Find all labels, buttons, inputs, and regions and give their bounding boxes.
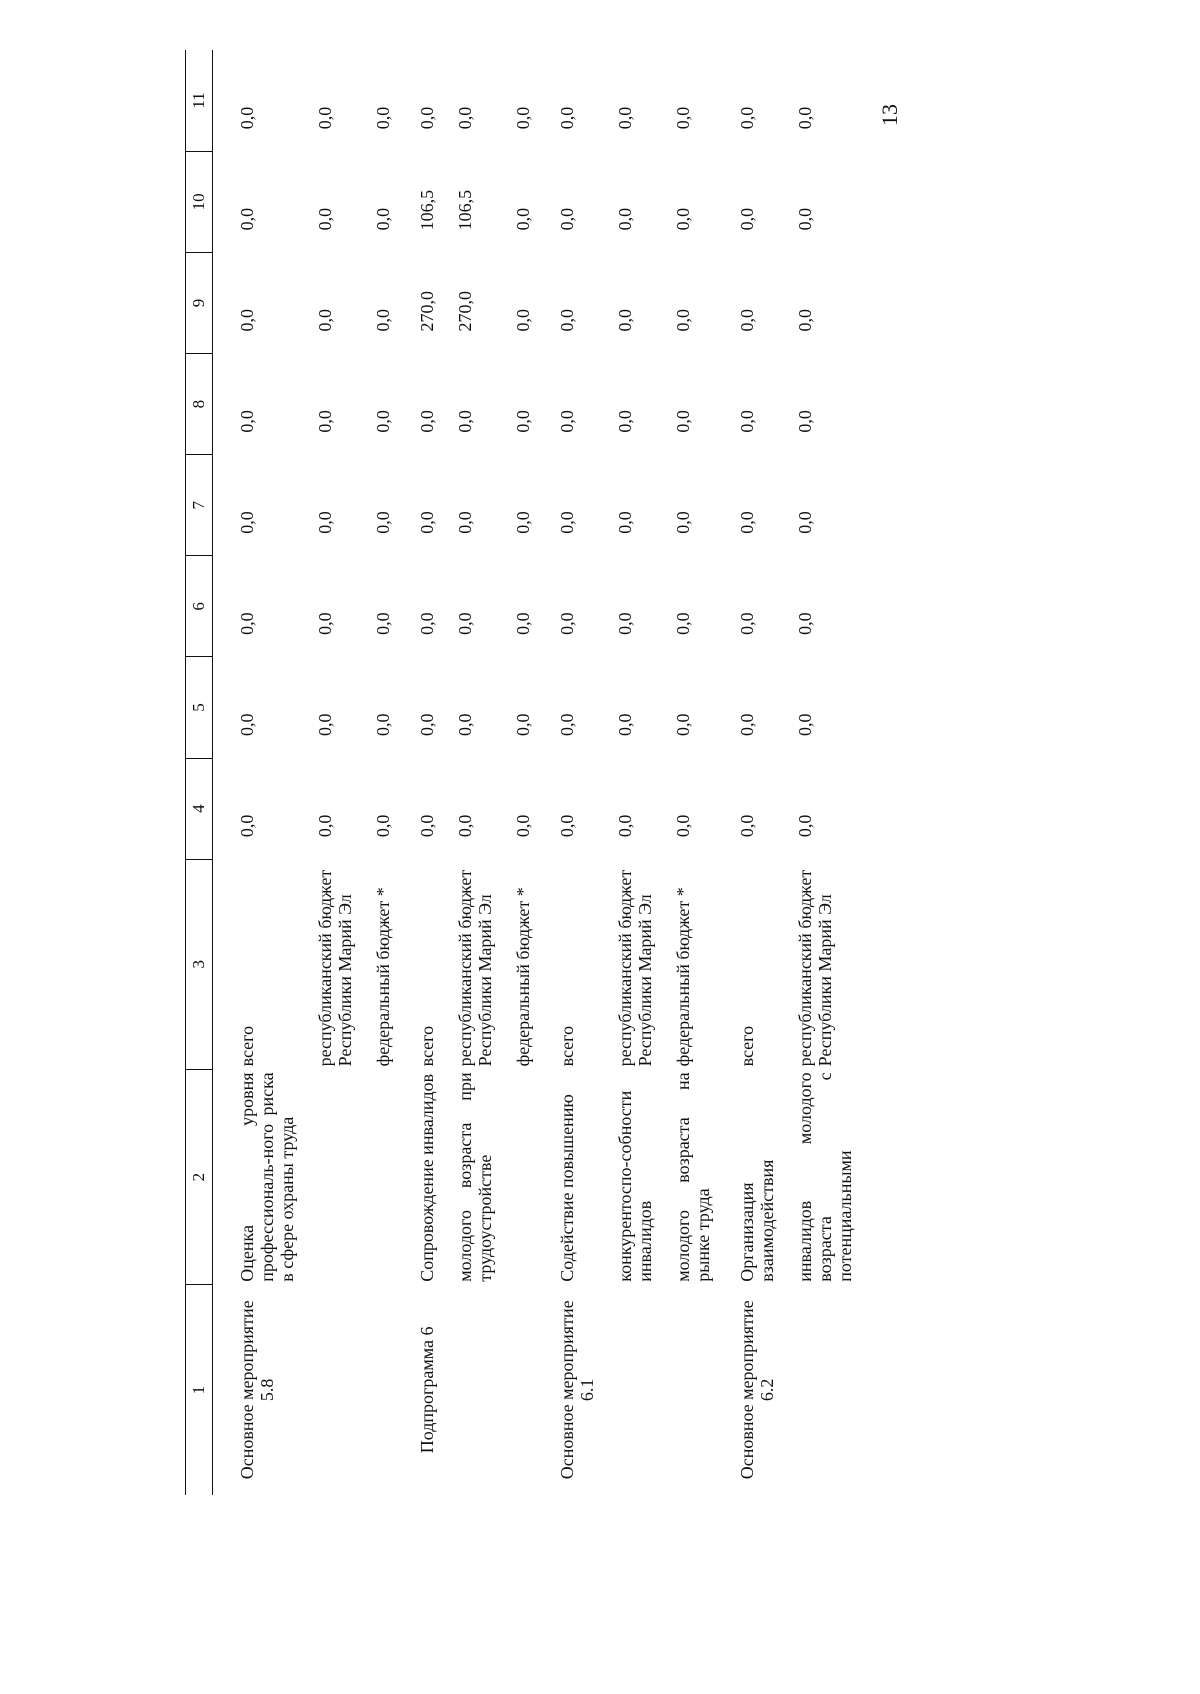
- header-row: [186, 50, 213, 1495]
- cell-c2: Оценка уровня профессиональ-ного риска в сфере охраны труда: [237, 1072, 297, 1282]
- cell-value: 0,0: [737, 309, 757, 332]
- table-row: [495, 50, 533, 1495]
- cell-value: 0,0: [557, 410, 577, 433]
- cell-value: 0,0: [417, 814, 437, 838]
- cell-value: 0,0: [673, 511, 693, 534]
- cell-c3: республиканский бюджет Республики Марий Эл: [615, 869, 655, 1067]
- cell-value: 0,0: [237, 106, 257, 130]
- table-row: [437, 50, 495, 1495]
- cell-value: 0,0: [417, 106, 437, 130]
- cell-c2: конкурентоспо-собности инвалидов: [615, 1090, 655, 1282]
- cell-value: 0,0: [795, 511, 815, 534]
- cell-value: 0,0: [615, 207, 635, 231]
- cell-c2: Содействие повышению: [557, 1094, 577, 1282]
- cell-value: 0,0: [455, 410, 475, 433]
- cell-c1: Основное мероприятие 6.1: [557, 1300, 597, 1480]
- column-header-10: 10: [186, 151, 213, 252]
- cell-value: 0,0: [315, 814, 335, 838]
- cell-value: 0,0: [373, 106, 393, 130]
- cell-c1: Основное мероприятие 6.2: [737, 1300, 777, 1480]
- cell-c1: [297, 1285, 355, 1495]
- cell-c2: [297, 1069, 355, 1284]
- budget-table: [185, 50, 855, 1495]
- cell-value: 0,0: [373, 511, 393, 534]
- cell-value: 270,0: [417, 291, 437, 332]
- table-body: [213, 50, 856, 1495]
- cell-value: 0,0: [373, 309, 393, 332]
- cell-value: 0,0: [455, 106, 475, 130]
- cell-c1: [355, 1285, 393, 1495]
- cell-value: 0,0: [237, 612, 257, 635]
- table-row: [777, 50, 855, 1495]
- cell-value: 0,0: [237, 511, 257, 534]
- cell-value: 0,0: [737, 612, 757, 635]
- cell-value: 0,0: [615, 309, 635, 332]
- cell-value: 0,0: [373, 612, 393, 635]
- cell-value: 0,0: [513, 410, 533, 433]
- table-row: [713, 50, 777, 1495]
- column-header-8: 8: [186, 354, 213, 455]
- column-header-9: 9: [186, 252, 213, 353]
- cell-c1: Подпрограмма 6: [417, 1326, 437, 1454]
- cell-value: 0,0: [673, 106, 693, 130]
- column-header-11: 11: [186, 50, 213, 151]
- cell-value: 0,0: [373, 814, 393, 838]
- cell-value: 0,0: [237, 410, 257, 433]
- cell-c3: всего: [237, 1025, 257, 1067]
- cell-c3: республиканский бюджет Республики Марий Эл: [455, 869, 495, 1067]
- cell-value: 0,0: [557, 106, 577, 130]
- cell-c3: федеральный бюджет *: [513, 887, 533, 1067]
- rotated-page: [185, 50, 1000, 1495]
- cell-c1: [655, 1285, 713, 1495]
- cell-value: 0,0: [615, 410, 635, 433]
- cell-value: 0,0: [315, 410, 335, 433]
- cell-value: 0,0: [673, 814, 693, 838]
- cell-value: 0,0: [513, 511, 533, 534]
- cell-value: 0,0: [315, 612, 335, 635]
- column-header-7: 7: [186, 455, 213, 556]
- cell-value: 0,0: [557, 207, 577, 231]
- cell-value: 106,5: [455, 189, 475, 231]
- cell-value: 0,0: [737, 814, 757, 838]
- cell-value: 0,0: [795, 612, 815, 635]
- cell-value: 0,0: [237, 309, 257, 332]
- cell-value: 0,0: [673, 207, 693, 231]
- cell-value: 0,0: [673, 713, 693, 737]
- cell-value: 0,0: [557, 814, 577, 838]
- cell-value: 0,0: [373, 410, 393, 433]
- cell-value: 0,0: [737, 106, 757, 130]
- cell-value: 0,0: [795, 814, 815, 838]
- cell-c2: Организация взаимодействия: [737, 1159, 777, 1282]
- cell-value: 0,0: [315, 207, 335, 231]
- cell-value: 0,0: [615, 106, 635, 130]
- cell-value: 0,0: [513, 309, 533, 332]
- cell-c1: [437, 1285, 495, 1495]
- cell-c3: всего: [737, 1025, 757, 1067]
- cell-value: 0,0: [237, 207, 257, 231]
- cell-c3: федеральный бюджет *: [373, 887, 393, 1067]
- cell-c2: Сопровождение инвалидов: [417, 1073, 437, 1282]
- cell-value: 0,0: [455, 612, 475, 635]
- cell-value: 0,0: [795, 713, 815, 737]
- column-header-5: 5: [186, 657, 213, 758]
- cell-value: 0,0: [417, 612, 437, 635]
- cell-c2: молодого возраста при трудоустройстве: [455, 1072, 495, 1282]
- cell-value: 0,0: [315, 106, 335, 130]
- cell-value: 0,0: [673, 612, 693, 635]
- cell-value: 0,0: [795, 207, 815, 231]
- cell-c3: всего: [557, 1025, 577, 1067]
- table-row: [213, 50, 298, 1495]
- cell-value: 0,0: [237, 713, 257, 737]
- cell-value: 0,0: [373, 207, 393, 231]
- cell-value: 0,0: [737, 511, 757, 534]
- cell-c3: республиканский бюджет Республики Марий Эл: [315, 869, 355, 1067]
- cell-value: 0,0: [615, 713, 635, 737]
- cell-value: 0,0: [315, 309, 335, 332]
- cell-value: 0,0: [737, 410, 757, 433]
- cell-c2: молодого возраста на рынке труда: [673, 1072, 713, 1282]
- cell-value: 0,0: [455, 814, 475, 838]
- cell-value: 0,0: [615, 511, 635, 534]
- cell-c2: инвалидов молодого возраста с потенциальными: [795, 1072, 855, 1282]
- cell-value: 0,0: [557, 309, 577, 332]
- cell-value: 0,0: [513, 106, 533, 130]
- cell-value: 0,0: [795, 309, 815, 332]
- cell-value: 0,0: [737, 207, 757, 231]
- cell-value: 0,0: [673, 410, 693, 433]
- column-header-6: 6: [186, 556, 213, 657]
- cell-value: 0,0: [795, 410, 815, 433]
- cell-value: 270,0: [455, 291, 475, 332]
- cell-value: 106,5: [417, 189, 437, 231]
- table-row: [297, 50, 355, 1495]
- cell-value: 0,0: [513, 207, 533, 231]
- cell-value: 0,0: [417, 511, 437, 534]
- table-row: [355, 50, 393, 1495]
- cell-value: 0,0: [513, 612, 533, 635]
- column-header-2: 2: [186, 1069, 213, 1284]
- cell-c3: республиканский бюджет Республики Марий Эл: [795, 869, 835, 1067]
- cell-c2: [355, 1069, 393, 1284]
- cell-value: 0,0: [557, 713, 577, 737]
- cell-value: 0,0: [315, 511, 335, 534]
- cell-value: 0,0: [557, 511, 577, 534]
- cell-value: 0,0: [615, 814, 635, 838]
- cell-c1: Основное мероприятие 5.8: [237, 1300, 277, 1480]
- table-row: [655, 50, 713, 1495]
- table-row: [393, 50, 437, 1495]
- cell-value: 0,0: [455, 511, 475, 534]
- cell-c1: [495, 1285, 533, 1495]
- cell-value: 0,0: [513, 713, 533, 737]
- cell-value: 0,0: [315, 713, 335, 737]
- cell-value: 0,0: [513, 814, 533, 838]
- cell-value: 0,0: [373, 713, 393, 737]
- table-row: [533, 50, 597, 1495]
- cell-value: 0,0: [417, 410, 437, 433]
- cell-c1: [597, 1285, 655, 1495]
- cell-value: 0,0: [455, 713, 475, 737]
- column-header-1: 1: [186, 1285, 213, 1495]
- cell-c3: всего: [417, 1025, 437, 1067]
- cell-value: 0,0: [557, 612, 577, 635]
- column-header-4: 4: [186, 758, 213, 859]
- cell-c1: [777, 1285, 855, 1495]
- column-header-3: 3: [186, 859, 213, 1069]
- table-row: [597, 50, 655, 1495]
- cell-c2: [495, 1069, 533, 1284]
- cell-c3: федеральный бюджет *: [673, 887, 693, 1067]
- cell-value: 0,0: [737, 713, 757, 737]
- cell-value: 0,0: [417, 713, 437, 737]
- cell-value: 0,0: [673, 309, 693, 332]
- cell-value: 0,0: [795, 106, 815, 130]
- page-number: 13: [877, 104, 902, 126]
- cell-value: 0,0: [615, 612, 635, 635]
- cell-value: 0,0: [237, 814, 257, 838]
